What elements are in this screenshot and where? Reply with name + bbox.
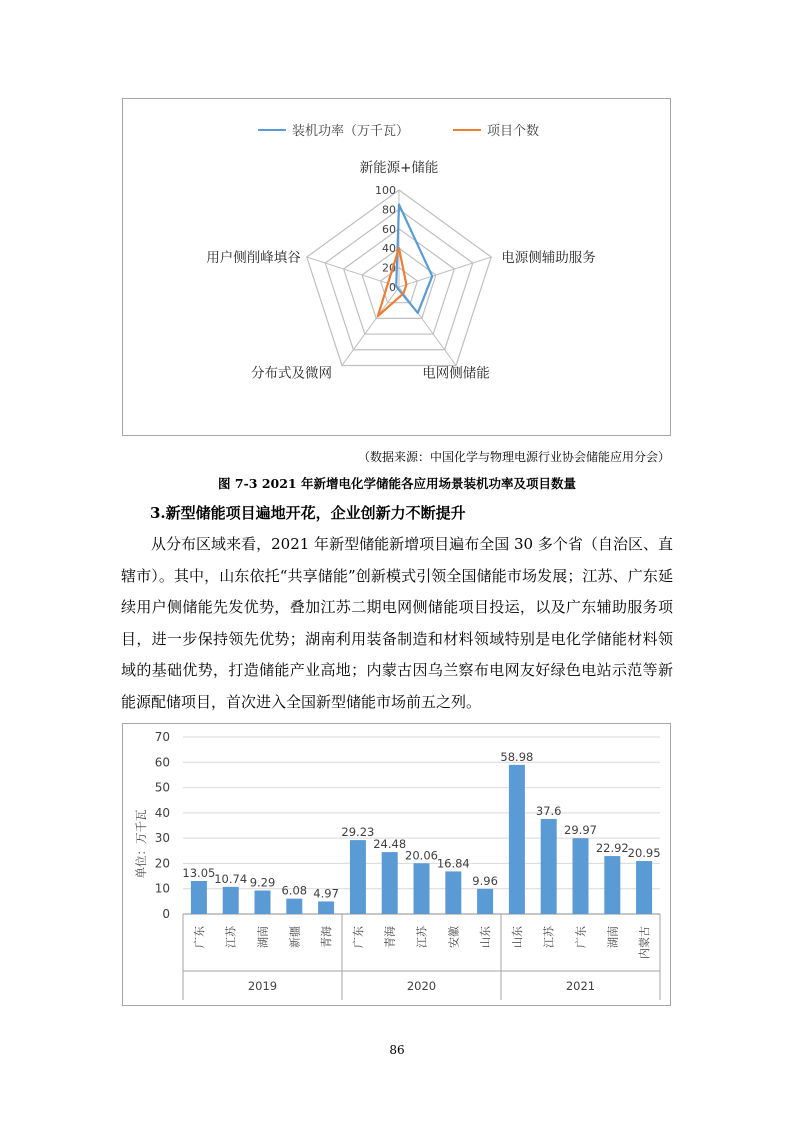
bar-y-axis-label: 单位：万千瓦 bbox=[134, 809, 148, 879]
figure-caption: 图 7-3 2021 年新增电化学储能各应用场景装机功率及项目数量 bbox=[218, 476, 576, 491]
radar-chart bbox=[122, 98, 671, 436]
bar-value-label-13: 29.97 bbox=[564, 823, 597, 838]
bar-group-label-3: 2021 bbox=[565, 979, 596, 993]
legend-label-2: 项目个数 bbox=[487, 124, 540, 139]
radar-spoke-2 bbox=[399, 257, 491, 287]
bar-value-label-12: 37.6 bbox=[535, 803, 562, 818]
bar-7 bbox=[382, 852, 398, 914]
data-source-note: （数据来源：中国化学与物理电源行业协会储能应用分会） bbox=[357, 450, 670, 464]
bar-value-label-2: 10.74 bbox=[214, 871, 248, 886]
bar-category-label-10: 山东 bbox=[479, 926, 493, 948]
bar-category-label-14: 湖南 bbox=[606, 926, 620, 948]
bar-2 bbox=[223, 887, 239, 914]
bar-category-label-7: 青海 bbox=[383, 926, 397, 948]
bar-y-tick-label: 40 bbox=[154, 805, 170, 820]
bar-category-label-11: 山东 bbox=[510, 926, 524, 948]
radar-tick-label: 80 bbox=[382, 203, 396, 217]
radar-axis-label-5: 用户侧削峰填谷 bbox=[206, 250, 301, 267]
page-number: 86 bbox=[389, 1043, 405, 1057]
bar-category-label-12: 江苏 bbox=[542, 926, 556, 948]
radar-tick-label: 100 bbox=[375, 184, 396, 197]
bar-value-label-14: 22.92 bbox=[595, 841, 629, 856]
bar-15 bbox=[636, 861, 652, 914]
radar-axis-label-2: 电源侧辅助服务 bbox=[501, 250, 596, 267]
bar-category-label-5: 青海 bbox=[320, 926, 334, 948]
bar-category-label-15: 内蒙古 bbox=[638, 926, 652, 959]
bar-4 bbox=[286, 899, 302, 914]
bar-9 bbox=[445, 871, 461, 914]
bar-category-label-4: 新疆 bbox=[288, 926, 302, 948]
bar-value-label-6: 29.23 bbox=[341, 825, 375, 840]
radar-tick-label: 0 bbox=[389, 281, 396, 294]
bar-11 bbox=[509, 765, 525, 914]
bar-category-label-3: 湖南 bbox=[256, 926, 270, 948]
bar-category-label-6: 广东 bbox=[351, 926, 365, 948]
bar-value-label-8: 20.06 bbox=[405, 848, 438, 863]
bar-value-label-7: 24.48 bbox=[373, 837, 407, 852]
bar-value-label-15: 20.95 bbox=[627, 846, 661, 861]
bar-value-label-5: 4.97 bbox=[313, 886, 339, 901]
radar-axis-label-4: 分布式及微网 bbox=[250, 365, 332, 382]
bar-category-label-13: 广东 bbox=[574, 926, 588, 948]
bar-value-label-10: 9.96 bbox=[472, 873, 498, 888]
bar-value-label-9: 16.84 bbox=[436, 856, 470, 871]
radar-chart-svg bbox=[123, 99, 672, 437]
bar-y-tick-label: 20 bbox=[154, 856, 170, 871]
bar-y-tick-label: 70 bbox=[154, 730, 170, 744]
bar-group-label-2: 2020 bbox=[406, 979, 437, 993]
bar-category-label-9: 安徽 bbox=[447, 926, 461, 948]
body-paragraph: 从分布区域来看，2021 年新型储能新增项目遍布全国 30 多个省（自治区、直辖市）。其中，山东依托“共享储能”创新模式引领全国储能市场发展；江苏、广东延续用户侧储能先发优势，叠加江苏二期电网侧储能项目投运，以及广东辅助服务项目，进一步保持领先优势；湖南利用装备制造和材料领域特别是电化学储能材料领域的基础优势，打造储能产业高地；内蒙古因乌兰察布电网友好绿色电站示范等新能源配储项目，首次进入全国新型储能市场前五之列。 bbox=[121, 535, 673, 711]
bar-y-tick-label: 30 bbox=[154, 831, 170, 846]
bar-group-label-1: 2019 bbox=[247, 979, 278, 993]
bar-10 bbox=[477, 889, 493, 914]
bar-category-label-2: 江苏 bbox=[224, 926, 238, 948]
radar-axis-label-1: 新能源+储能 bbox=[359, 160, 439, 176]
bar-category-label-1: 广东 bbox=[192, 926, 206, 948]
bar-1 bbox=[191, 881, 207, 914]
bar-chart-svg bbox=[123, 724, 672, 1007]
bar-8 bbox=[414, 863, 430, 914]
bar-12 bbox=[541, 819, 557, 914]
radar-tick-label: 60 bbox=[382, 222, 396, 236]
bar-y-tick-label: 0 bbox=[162, 907, 170, 921]
bar-value-label-1: 13.05 bbox=[182, 866, 216, 881]
bar-y-tick-label: 50 bbox=[154, 780, 170, 795]
bar-6 bbox=[350, 840, 366, 914]
bar-5 bbox=[318, 901, 334, 914]
legend-label-1: 装机功率（万千瓦） bbox=[292, 124, 410, 139]
bar-value-label-3: 9.29 bbox=[249, 875, 276, 890]
section-heading: 3.新型储能项目遍地开花，企业创新力不断提升 bbox=[150, 504, 466, 522]
bar-value-label-4: 6.08 bbox=[281, 883, 308, 898]
bar-value-label-11: 58.98 bbox=[500, 749, 534, 764]
bar-category-label-8: 江苏 bbox=[415, 926, 429, 948]
bar-14 bbox=[604, 856, 620, 914]
radar-axis-label-3: 电网侧储能 bbox=[422, 365, 490, 382]
bar-3 bbox=[255, 891, 271, 914]
bar-chart bbox=[122, 723, 671, 1006]
bar-13 bbox=[573, 838, 589, 914]
bar-y-tick-label: 10 bbox=[154, 881, 170, 896]
radar-tick-label: 20 bbox=[382, 261, 396, 275]
radar-tick-label: 40 bbox=[382, 242, 396, 256]
bar-y-tick-label: 60 bbox=[154, 755, 170, 770]
radar-spoke-4 bbox=[342, 287, 399, 365]
